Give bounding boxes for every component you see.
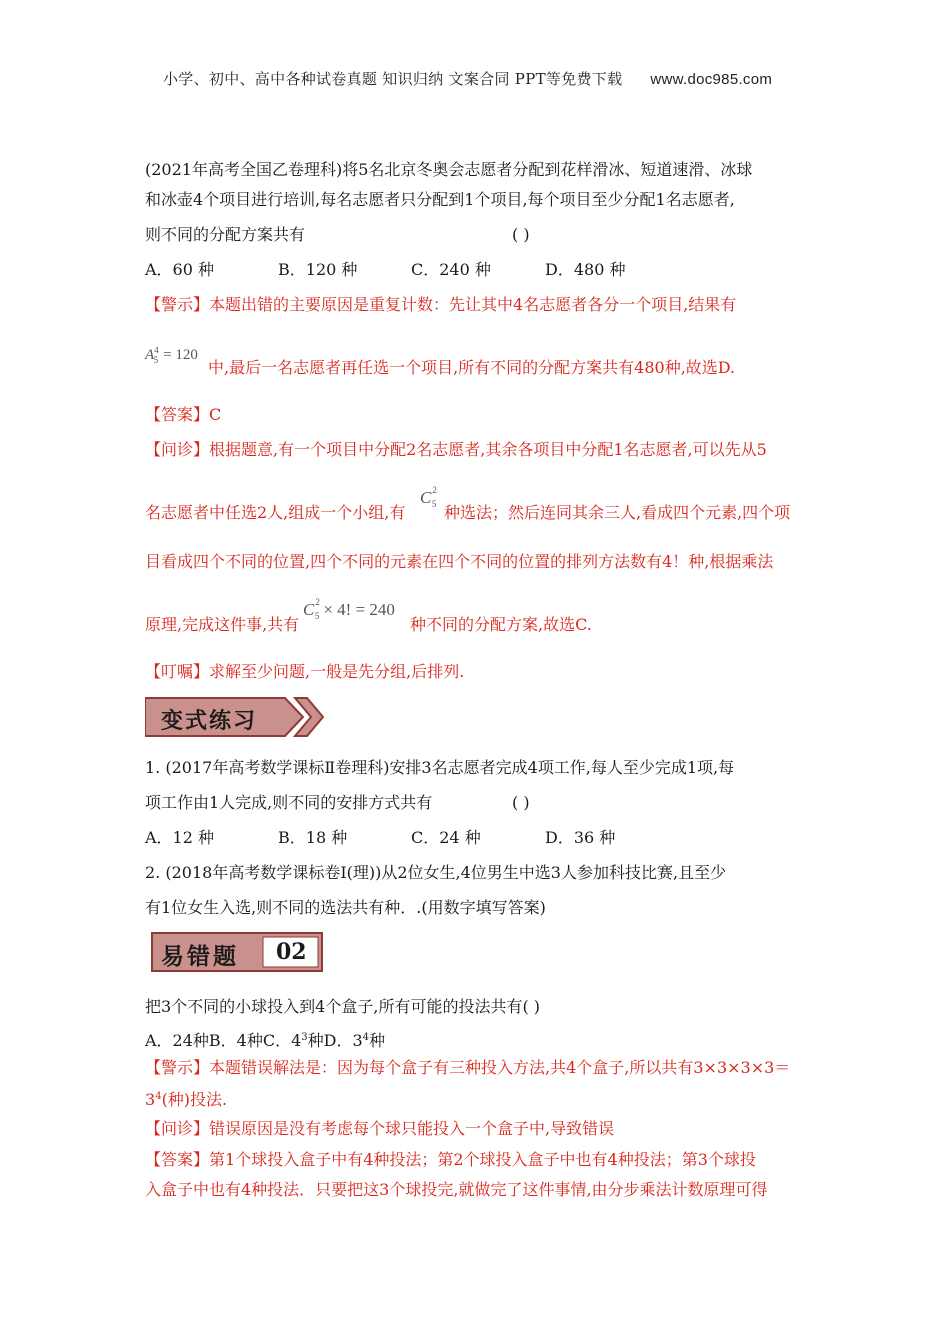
exercise1-option-c: C．24 种 bbox=[411, 828, 481, 847]
problem1-warning-line2: 中,最后一名志愿者再任选一个项目,所有不同的分配方案共有480种,故选D. bbox=[208, 358, 736, 377]
diagnosis2-text: 错误原因是没有考虑每个球只能投入一个盒子中,导致错误 bbox=[209, 1119, 615, 1138]
variant-exercise-banner bbox=[145, 696, 325, 738]
diagnosis-line2a: 名志愿者中任选2人,组成一个小组,有 bbox=[145, 503, 406, 522]
exercise1-line2: 项工作由1人完成,则不同的安排方式共有 bbox=[145, 793, 433, 812]
banner1-label: 变式练习 bbox=[161, 709, 258, 734]
answer2-line1: 第1个球投入盒子中有4种投法；第2个球投入盒子中也有4种投法；第3个球投 bbox=[209, 1150, 756, 1169]
exercise1-option-d: D．36 种 bbox=[545, 828, 616, 847]
problem2-options: A．24种B．4种C．$4^3$种D．$3^4$种 bbox=[145, 1031, 386, 1050]
answer-tag: 【答案】 bbox=[145, 405, 210, 424]
problem2-answer bbox=[145, 1149, 756, 1171]
exercise1-option-b: B．18 种 bbox=[278, 828, 348, 847]
problem1-option-b: B．120 种 bbox=[278, 260, 358, 279]
warning-tag: 【警示】 bbox=[145, 295, 210, 314]
error-prone-banner bbox=[151, 932, 323, 972]
exercise2-line2: 有1位女生入选,则不同的选法共有种．.(用数字填写答案) bbox=[145, 898, 546, 917]
problem2-line1: 把3个不同的小球投入到4个盒子,所有可能的投法共有( ) bbox=[145, 997, 541, 1016]
banner2-label: 易错题 bbox=[161, 944, 239, 970]
diagnosis-line2b: 种选法；然后连同其余三人,看成四个元素,四个项 bbox=[444, 503, 791, 522]
problem2-answer-line2: 入盒子中也有4种投法．只要把这3个球投完,就做完了这件事情,由分步乘法计数原理可得 bbox=[145, 1180, 768, 1199]
header-text: 小学、初中、高中各种试卷真题 知识归纳 文案合同 PPT等免费下载 bbox=[163, 70, 623, 88]
header-url[interactable]: www.doc985.com bbox=[650, 71, 773, 88]
page-header bbox=[163, 68, 772, 89]
banner2-number: 02 bbox=[276, 939, 307, 965]
problem1-answer bbox=[145, 404, 221, 426]
formula-a-5-4: $A^4_5 = 120$ bbox=[145, 345, 198, 365]
problem2-warning-line2: $3^4$(种)投法. bbox=[145, 1090, 228, 1109]
exercise1-option-a: A．12 种 bbox=[145, 828, 215, 847]
problem2-diagnosis bbox=[145, 1118, 614, 1140]
problem1-line2: 和冰壶4个项目进行培训,每名志愿者只分配到1个项目,每个项目至少分配1名志愿者, bbox=[145, 190, 735, 209]
reminder-tag: 【叮嘱】 bbox=[145, 662, 210, 681]
problem1-warning bbox=[145, 294, 736, 316]
warning2-tag: 【警示】 bbox=[145, 1058, 210, 1077]
warning-text: 本题出错的主要原因是重复计数：先让其中4名志愿者各分一个项目,结果有 bbox=[209, 295, 737, 314]
problem1-option-d: D．480 种 bbox=[545, 260, 626, 279]
warning2-line1: 本题错误解法是：因为每个盒子有三种投入方法,共4个盒子,所以共有3×3×3×3＝ bbox=[209, 1058, 791, 1077]
diagnosis-line4b: 种不同的分配方案,故选C. bbox=[410, 615, 592, 634]
diagnosis-tag: 【问诊】 bbox=[145, 440, 210, 459]
diagnosis-line3: 目看成四个不同的位置,四个不同的元素在四个不同的位置的排列方法数有4！种,根据乘法 bbox=[145, 552, 774, 571]
exercise2-line1: 2. (2018年高考数学课标卷Ⅰ(理))从2位女生,4位男生中选3人参加科技比赛,且至少 bbox=[145, 863, 727, 882]
diagnosis-line4a: 原理,完成这件事,共有 bbox=[145, 615, 300, 634]
problem1-diagnosis bbox=[145, 439, 767, 461]
diagnosis2-tag: 【问诊】 bbox=[145, 1119, 210, 1138]
exercise1-paren: ( ) bbox=[512, 793, 530, 812]
formula-c-5-2: $C^2_5$ bbox=[420, 485, 437, 509]
answer2-tag: 【答案】 bbox=[145, 1150, 210, 1169]
problem1-line1: (2021年高考全国乙卷理科)将5名北京冬奥会志愿者分配到花样滑冰、短道速滑、冰球 bbox=[145, 160, 753, 179]
diagnosis-line1: 根据题意,有一个项目中分配2名志愿者,其余各项目中分配1名志愿者,可以先从5 bbox=[209, 440, 767, 459]
reminder-text: 求解至少问题,一般是先分组,后排列. bbox=[209, 662, 465, 681]
exercise1-line1: 1. (2017年高考数学课标Ⅱ卷理科)安排3名志愿者完成4项工作,每人至少完成1项,每 bbox=[145, 758, 735, 777]
problem2-warning bbox=[145, 1057, 790, 1079]
formula-c-product: $C^2_5 \times 4$! = 240 bbox=[303, 597, 395, 621]
problem1-option-a: A．60 种 bbox=[145, 260, 215, 279]
problem1-reminder bbox=[145, 661, 464, 683]
problem1-option-c: C．240 种 bbox=[411, 260, 491, 279]
problem1-line3: 则不同的分配方案共有 bbox=[145, 225, 306, 244]
answer-text: C bbox=[209, 405, 222, 424]
problem1-paren: ( ) bbox=[512, 225, 530, 244]
